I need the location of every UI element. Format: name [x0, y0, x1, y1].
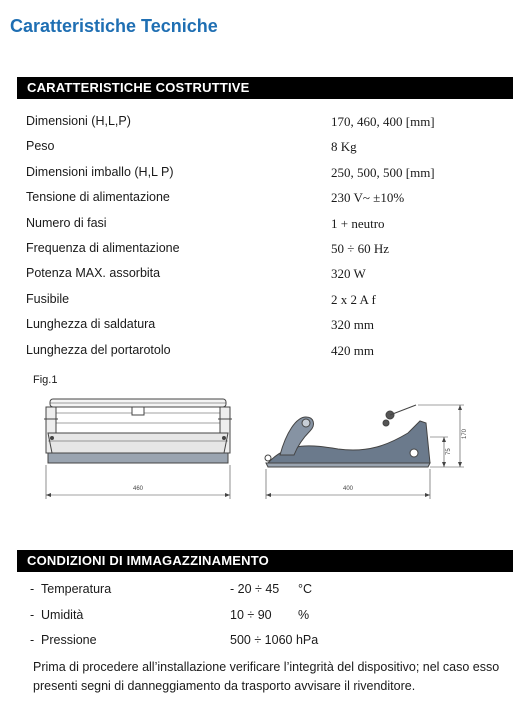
- spec-value: 320 W: [331, 266, 366, 282]
- spec-label: Dimensioni (H,L,P): [26, 114, 131, 128]
- spec-row: [26, 317, 496, 342]
- storage-heading: CONDIZIONI DI IMMAGAZZINAMENTO: [17, 550, 513, 572]
- side-total-height-dimension: 170: [462, 428, 468, 439]
- spec-row: [26, 241, 496, 266]
- storage-unit: °C: [298, 582, 313, 596]
- front-view-drawing: [38, 393, 248, 505]
- spec-row: [26, 190, 496, 215]
- storage-note: Prima di procedere all’installazione verificare l’integrità del dispositivo; nel caso esso presenti segni di danneggiamento da trasporto avvisare il rivenditore.: [33, 660, 500, 693]
- spec-label: Peso: [26, 139, 55, 154]
- spec-value: 1 + neutro: [331, 215, 385, 231]
- page-title: Caratteristiche Tecniche: [10, 16, 218, 36]
- side-view-drawing: [258, 393, 478, 505]
- spec-label: Lunghezza del portarotolo: [26, 342, 171, 357]
- spec-value: 250, 500, 500 [mm]: [331, 164, 435, 180]
- spec-value: 50 ÷ 60 Hz: [331, 240, 390, 256]
- spec-row: [26, 139, 496, 164]
- spec-value: 230 V~ ±10%: [331, 190, 405, 206]
- storage-dash: -: [30, 633, 35, 647]
- side-depth-dimension: 400: [342, 486, 354, 492]
- spec-row: [26, 292, 496, 317]
- spec-label: Dimensioni imballo (H,L P): [26, 164, 174, 179]
- spec-value: 170, 460, 400 [mm]: [331, 114, 435, 129]
- storage-unit: %: [298, 607, 310, 622]
- front-width-dimension: 460: [132, 486, 144, 492]
- storage-dash: -: [30, 607, 35, 622]
- spec-row: [26, 114, 496, 139]
- front-base: [48, 453, 228, 463]
- spec-label: Tensione di alimentazione: [26, 190, 170, 205]
- spec-label: Lunghezza di saldatura: [26, 317, 156, 332]
- spec-value: 320 mm: [331, 317, 374, 333]
- spec-row: [26, 266, 496, 291]
- storage-conditions-list: [26, 582, 496, 659]
- storage-name: Pressione: [41, 633, 97, 647]
- storage-range: 10 ÷ 90: [230, 607, 272, 622]
- storage-row: [26, 633, 496, 659]
- storage-row: [26, 582, 496, 608]
- storage-range: 500 ÷ 1060 hPa: [230, 633, 319, 647]
- spec-label: Potenza MAX. assorbita: [26, 266, 161, 281]
- spec-label: Fusibile: [26, 291, 70, 306]
- construction-heading: CARATTERISTICHE COSTRUTTIVE: [17, 77, 513, 99]
- storage-name: Temperatura: [41, 582, 112, 596]
- spec-label: Frequenza di alimentazione: [26, 240, 180, 255]
- figure-label: Fig.1: [33, 374, 58, 386]
- spec-label: Numero di fasi: [26, 215, 107, 230]
- spec-value: 8 Kg: [331, 139, 357, 155]
- storage-range: - 20 ÷ 45: [230, 582, 280, 596]
- spec-row: [26, 343, 496, 368]
- spec-row: [26, 216, 496, 241]
- storage-dash: -: [30, 582, 35, 596]
- spec-row: [26, 165, 496, 190]
- storage-row: [26, 608, 496, 634]
- front-center-clip: [132, 407, 144, 415]
- spec-value: 420 mm: [331, 342, 374, 358]
- storage-name: Umidità: [41, 607, 84, 622]
- construction-specs-table: [26, 114, 496, 368]
- front-body: [48, 433, 228, 453]
- spec-value: 2 x 2 A f: [331, 291, 376, 307]
- side-partial-height-dimension: 75: [446, 448, 452, 455]
